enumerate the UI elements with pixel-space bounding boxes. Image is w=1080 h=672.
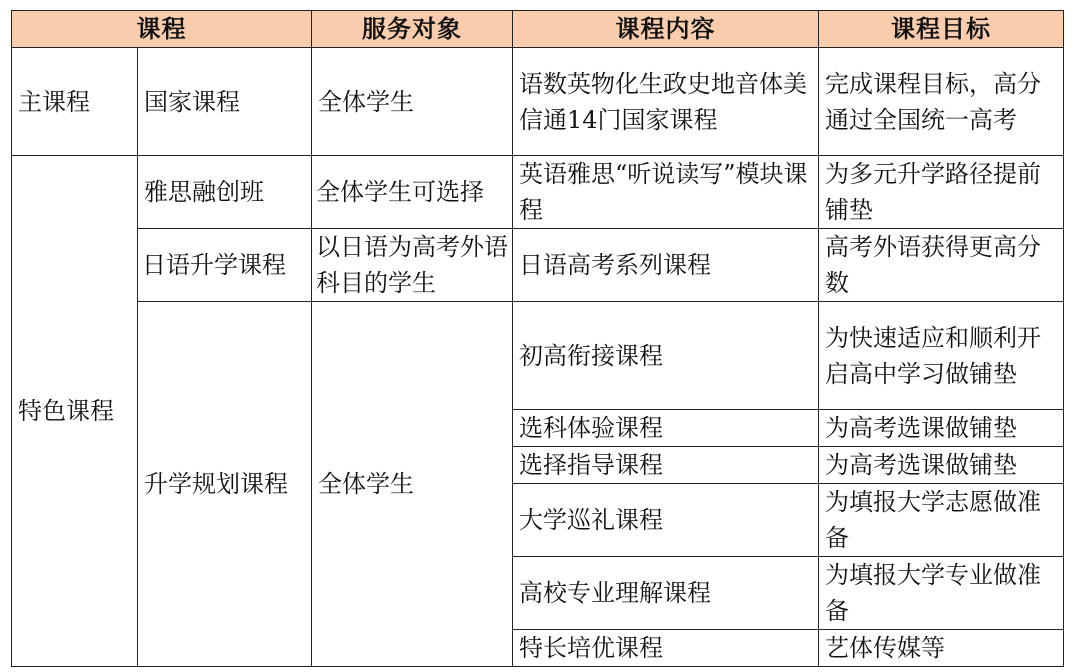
course-audience: 全体学生	[312, 48, 513, 156]
course-name: 雅思融创班	[138, 156, 312, 229]
header-audience: 服务对象	[312, 11, 513, 48]
table-row	[12, 156, 1064, 229]
course-goal: 为快速适应和顺利开启高中学习做铺垫	[819, 302, 1064, 410]
course-goal: 完成课程目标，高分通过全国统一高考	[819, 48, 1064, 156]
course-goal: 为多元升学路径提前铺垫	[819, 156, 1064, 229]
category-main: 主课程	[12, 48, 138, 156]
course-content: 大学巡礼课程	[513, 484, 819, 557]
course-name: 国家课程	[138, 48, 312, 156]
course-content: 高校专业理解课程	[513, 557, 819, 630]
header-content: 课程内容	[513, 11, 819, 48]
course-content: 选择指导课程	[513, 447, 819, 484]
course-table	[11, 10, 1064, 667]
header-goal: 课程目标	[819, 11, 1064, 48]
course-goal: 为填报大学志愿做准备	[819, 484, 1064, 557]
table-row	[12, 229, 1064, 302]
course-content: 初高衔接课程	[513, 302, 819, 410]
course-content: 英语雅思“听说读写”模块课程	[513, 156, 819, 229]
course-content: 语数英物化生政史地音体美信通14门国家课程	[513, 48, 819, 156]
course-audience: 以日语为高考外语科目的学生	[312, 229, 513, 302]
table-header-row	[12, 11, 1064, 48]
header-course: 课程	[12, 11, 312, 48]
course-name: 升学规划课程	[138, 302, 312, 667]
category-featured: 特色课程	[12, 156, 138, 667]
table-row	[12, 48, 1064, 156]
course-goal: 为填报大学专业做准备	[819, 557, 1064, 630]
course-audience: 全体学生	[312, 302, 513, 667]
course-name: 日语升学课程	[138, 229, 312, 302]
course-goal: 为高考选课做铺垫	[819, 410, 1064, 447]
course-audience: 全体学生可选择	[312, 156, 513, 229]
course-table-container	[11, 10, 1064, 667]
table-row	[12, 302, 1064, 410]
course-goal: 高考外语获得更高分数	[819, 229, 1064, 302]
course-content: 选科体验课程	[513, 410, 819, 447]
course-content: 日语高考系列课程	[513, 229, 819, 302]
course-goal: 艺体传媒等	[819, 630, 1064, 667]
course-goal: 为高考选课做铺垫	[819, 447, 1064, 484]
course-content: 特长培优课程	[513, 630, 819, 667]
